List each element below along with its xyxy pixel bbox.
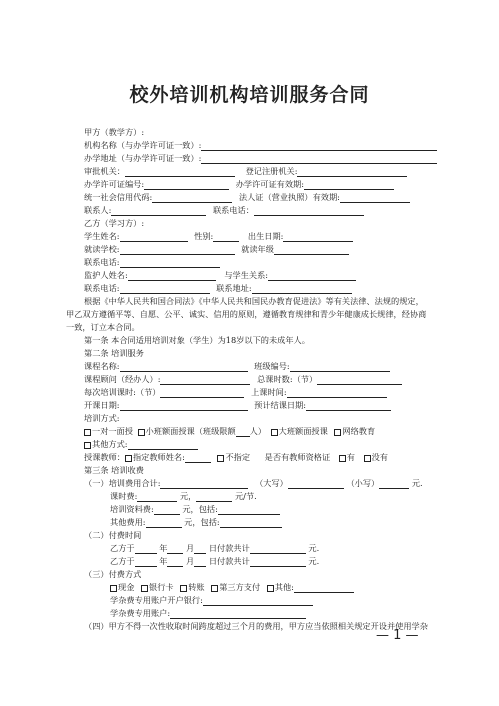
contact-address-field[interactable]	[252, 284, 352, 294]
mode-other-checkbox[interactable]	[84, 442, 91, 449]
article-1: 第一条 本合同适用培训对象（学生）为18岁以下的未成年人。	[84, 335, 310, 345]
mode-other-field[interactable]	[128, 440, 198, 450]
mode-label: 培训方式:	[84, 413, 120, 423]
mode-2-label: 小班额面授课（班级限额	[145, 426, 236, 436]
teacher-named-checkbox[interactable]	[125, 455, 132, 462]
reg-org-label: 登记注册机关:	[245, 166, 298, 176]
fee-upper-field[interactable]	[288, 479, 344, 489]
pm-cash-label: 现金	[118, 582, 135, 592]
student-name-field[interactable]	[120, 232, 188, 242]
grade-field[interactable]	[274, 245, 349, 255]
license-valid-label: 办学许可证有效期:	[235, 179, 304, 189]
page-title: 校外培训机构培训服务合同	[129, 84, 370, 106]
address-label: 办学地址（与办学许可证一致）:	[84, 153, 202, 163]
relation-label: 与学生关系:	[224, 270, 269, 280]
cert-no-label: 没有	[371, 452, 388, 462]
pm-cash-checkbox[interactable]	[110, 585, 117, 592]
teacher-label: 授课教师：	[84, 452, 125, 462]
contact-address-label: 联系地址:	[216, 283, 252, 293]
day-pay-label: 日付款共计	[208, 556, 250, 566]
bank-label: 学杂费专用账户开户银行:	[110, 595, 203, 605]
contact-field[interactable]	[111, 206, 206, 216]
pm-other-checkbox[interactable]	[267, 585, 274, 592]
party-b-header: 乙方（学习方）:	[84, 218, 145, 228]
school-field[interactable]	[120, 245, 235, 255]
pay-month-field[interactable]	[167, 544, 183, 554]
class-no-field[interactable]	[290, 362, 390, 372]
mode-2-suffix: 人）	[249, 426, 267, 436]
fee-total-label: （一）培训费用合计:	[84, 478, 161, 488]
mode-other-label: 其他方式:	[92, 439, 128, 449]
pay-year-field[interactable]	[135, 557, 157, 567]
approval-org-field[interactable]	[125, 167, 235, 177]
pay-method-header: （三）付费方式	[84, 569, 142, 579]
pay-year-field[interactable]	[135, 544, 157, 554]
license-no-label: 办学许可证编号:	[84, 179, 145, 189]
birthdate-label: 出生日期:	[247, 231, 284, 241]
mode-1-checkbox[interactable]	[84, 429, 91, 436]
month-label: 月	[186, 556, 195, 566]
contact-phone-row	[84, 283, 352, 294]
start-date-field[interactable]	[120, 401, 248, 411]
party-b-phone-row	[84, 257, 220, 268]
pay-time-header: （二）付费时间	[84, 530, 142, 540]
org-name-row	[84, 140, 437, 151]
material-detail-field[interactable]	[218, 505, 280, 515]
credit-code-label: 统一社会信用代码:	[84, 192, 153, 202]
course-name-label: 课程名称:	[84, 361, 120, 371]
cert-yes-checkbox[interactable]	[339, 455, 346, 462]
license-row	[84, 179, 394, 190]
pay-amount-field[interactable]	[250, 544, 306, 554]
birthdate-field[interactable]	[283, 232, 353, 242]
grade-label: 就读年级	[241, 244, 274, 254]
pay-yuan-label: 元.	[308, 543, 320, 553]
total-hours-field[interactable]	[317, 375, 402, 385]
pm-third-label: 第三方支付	[219, 582, 261, 592]
pay-month-field[interactable]	[167, 557, 183, 567]
guardian-label: 监护人姓名:	[84, 270, 128, 280]
hours-per-label: 每次培训课时:（节）	[84, 387, 161, 397]
per-hour-label: 课时费:	[110, 491, 138, 501]
account-row	[110, 608, 306, 619]
year-label: 年	[159, 543, 168, 553]
article-2-header: 第二条 培训服务	[84, 348, 144, 358]
teacher-unspecified-checkbox[interactable]	[217, 455, 224, 462]
student-row	[84, 231, 353, 242]
preamble-line-2: 甲乙双方遵循平等、自愿、公平、诚实、信用的原则，遵循教育规律和青少年健康成长规律，经协商	[66, 309, 427, 319]
lower-label: （小写）	[346, 478, 380, 488]
guardian-field[interactable]	[128, 271, 216, 281]
org-name-label: 机构名称（与办学许可证一致）:	[84, 140, 202, 150]
hours-per-row	[84, 387, 387, 398]
dates-row	[84, 400, 391, 411]
credit-row	[84, 192, 410, 203]
material-fee-row	[110, 504, 280, 515]
mode-1-label: 一对一面授	[92, 426, 133, 436]
account-field[interactable]	[170, 609, 306, 619]
other-fee-row	[110, 517, 282, 528]
class-limit-field[interactable]	[236, 427, 250, 437]
mode-3-checkbox[interactable]	[271, 429, 278, 436]
org-name-field[interactable]	[201, 141, 437, 151]
license-valid-field[interactable]	[304, 180, 394, 190]
hours-per-field[interactable]	[160, 388, 244, 398]
mode-4-checkbox[interactable]	[334, 429, 341, 436]
pay-amount-field[interactable]	[250, 557, 306, 567]
mode-4-label: 网络教育	[342, 426, 376, 436]
teacher-unspecified-label: 不指定	[225, 452, 251, 462]
class-time-label: 上课时间:	[251, 387, 287, 397]
start-date-label: 开课日期:	[84, 400, 120, 410]
advisor-row	[84, 374, 402, 385]
license-no-field[interactable]	[144, 180, 229, 190]
contact-label: 联系人:	[84, 205, 112, 215]
per-hour-row	[110, 491, 257, 502]
other-fee-field[interactable]	[146, 518, 182, 528]
material-fee-including: 元，包括:	[182, 504, 218, 514]
gender-label: 性别:	[194, 231, 214, 241]
party-b-phone-field[interactable]	[120, 258, 220, 268]
party-a-phone-field[interactable]	[254, 206, 364, 216]
approval-org-label: 审批机关：	[84, 166, 125, 176]
material-fee-field[interactable]	[154, 505, 180, 515]
student-name-label: 学生姓名:	[84, 231, 120, 241]
legal-cert-label: 法人证（营业执照）有效期:	[238, 192, 340, 202]
fee-yuan-label: 元.	[411, 478, 423, 488]
teacher-named-label: 指定教师姓名:	[132, 452, 185, 462]
other-fee-including: 元，包括:	[184, 517, 220, 527]
per-section-label: 元/节.	[234, 491, 257, 501]
total-hours-label: 总课时数:（节）	[257, 374, 318, 384]
address-row	[84, 153, 437, 164]
pay-day-field[interactable]	[194, 557, 206, 567]
fee-total-row	[84, 478, 423, 489]
pm-transfer-checkbox[interactable]	[180, 585, 187, 592]
advisor-field[interactable]	[160, 375, 250, 385]
per-hour-yuan: 元，	[179, 491, 197, 501]
school-label: 就读学校:	[84, 244, 120, 254]
legal-cert-field[interactable]	[340, 193, 410, 203]
party-b-phone-label: 联系电话:	[84, 257, 120, 267]
preamble-line-1: 根据《中华人民共和国合同法》《中华人民共和国民办教育促进法》等有关法律、法规的规定，	[84, 296, 424, 306]
advisor-label: 课程顾问（经办人）:	[84, 374, 161, 384]
gender-field[interactable]	[213, 232, 239, 242]
relation-field[interactable]	[268, 271, 356, 281]
end-date-field[interactable]	[306, 401, 391, 411]
year-label: 年	[159, 556, 168, 566]
class-time-field[interactable]	[287, 388, 387, 398]
contact-row	[84, 205, 364, 216]
clause-4: （四）甲方不得一次性收取时间跨度超过三个月的费用，甲方应当依照相关规定开设并使用学杂	[84, 621, 428, 631]
cert-question: 是否有教师资格证	[264, 452, 331, 462]
party-a-header: 甲方（教学方）:	[84, 127, 145, 137]
bank-row	[110, 595, 313, 606]
page-number: — 1 —	[376, 628, 419, 643]
fee-lower-field[interactable]	[379, 479, 409, 489]
pay-yuan-label: 元.	[308, 556, 320, 566]
teacher-row	[84, 452, 388, 463]
contact-phone-field[interactable]	[120, 284, 210, 294]
fee-total-field[interactable]	[160, 479, 248, 489]
month-label: 月	[186, 543, 195, 553]
article-3-header: 第三条 培训收费	[84, 465, 144, 475]
preamble-line-3: 一致，订立本合同。	[66, 322, 140, 332]
pay-time-row-2	[110, 556, 319, 567]
course-name-field[interactable]	[120, 362, 248, 372]
school-row	[84, 244, 349, 255]
other-detail-field[interactable]	[220, 518, 282, 528]
contact-phone-label: 联系电话:	[84, 283, 120, 293]
pm-transfer-label: 转账	[188, 582, 205, 592]
credit-code-field[interactable]	[152, 193, 232, 203]
class-no-label: 班级编号:	[254, 361, 290, 371]
mode-row	[84, 426, 375, 437]
mode-other-row	[84, 439, 198, 450]
approval-row	[84, 166, 407, 177]
pay-day-field[interactable]	[194, 544, 206, 554]
cert-no-checkbox[interactable]	[364, 455, 371, 462]
address-field[interactable]	[201, 154, 437, 164]
pay-method-row	[110, 582, 354, 593]
per-hour-field[interactable]	[137, 492, 177, 502]
party-a-phone-label: 联系电话：	[212, 205, 254, 215]
account-label: 学杂费专用账户:	[110, 608, 171, 618]
pm-card-checkbox[interactable]	[141, 585, 148, 592]
cert-yes-label: 有	[346, 452, 355, 462]
pay-party-label: 乙方于	[110, 543, 135, 553]
pm-card-label: 银行卡	[149, 582, 174, 592]
mode-3-label: 大班额面授课	[278, 426, 328, 436]
pay-time-row-1	[110, 543, 319, 554]
reg-org-field[interactable]	[297, 167, 407, 177]
bank-field[interactable]	[203, 596, 313, 606]
upper-label: （大写）	[255, 478, 288, 488]
pm-other-field[interactable]	[294, 583, 354, 593]
teacher-name-field[interactable]	[185, 453, 211, 463]
day-pay-label: 日付款共计	[208, 543, 250, 553]
course-row	[84, 361, 390, 372]
pm-other-label: 其他:	[274, 582, 294, 592]
end-date-label: 预计结课日期:	[254, 400, 307, 410]
guardian-row	[84, 270, 356, 281]
material-fee-label: 培训资料费:	[110, 504, 154, 514]
pm-third-checkbox[interactable]	[211, 585, 218, 592]
mode-2-checkbox[interactable]	[138, 429, 145, 436]
pay-party-label: 乙方于	[110, 556, 135, 566]
other-fee-label: 其他费用:	[110, 517, 146, 527]
per-section-field[interactable]	[196, 492, 232, 502]
